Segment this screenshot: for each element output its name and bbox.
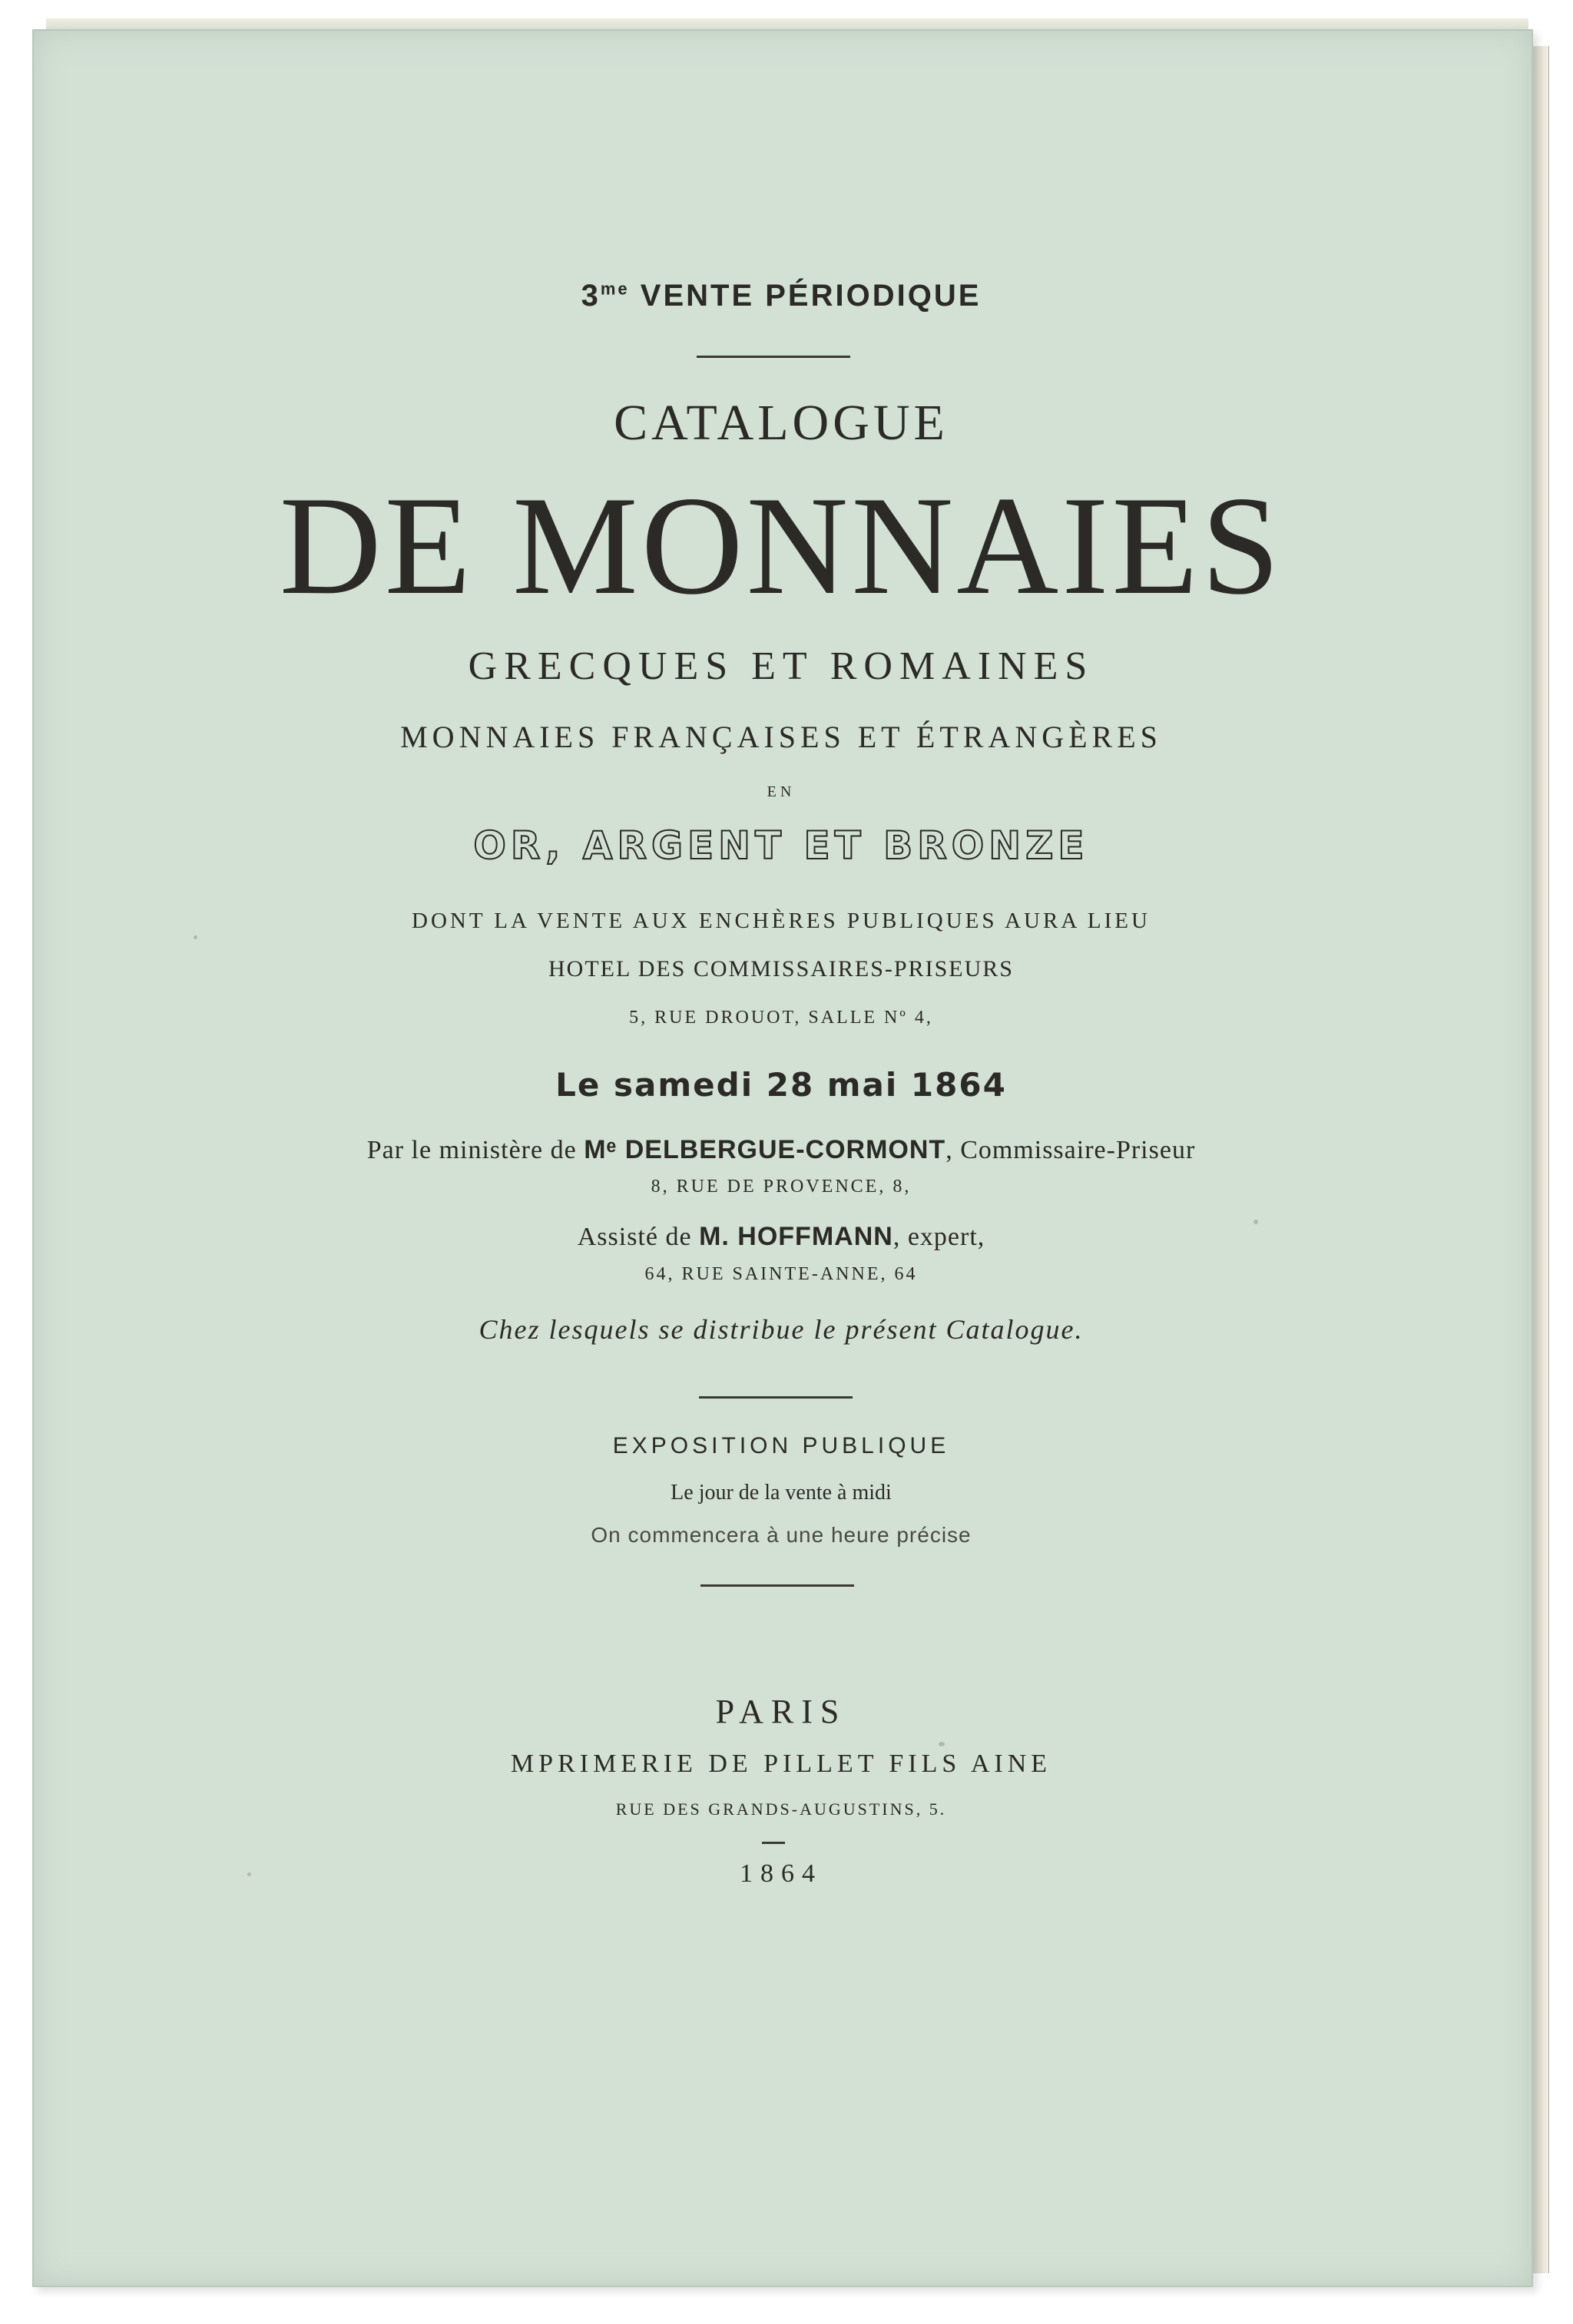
foxing-spot bbox=[247, 1872, 251, 1876]
printer-address: RUE DES GRANDS-AUGUSTINS, 5. bbox=[615, 1799, 947, 1819]
sale-date: Le samedi 28 mai 1864 bbox=[555, 1066, 1007, 1104]
metals-heading: OR, ARGENT ET BRONZE bbox=[473, 823, 1089, 868]
subtitle-french-foreign: MONNAIES FRANÇAISES ET ÉTRANGÈRES bbox=[400, 720, 1162, 754]
auctioneer-suffix: , Commissaire-Priseur bbox=[945, 1136, 1196, 1164]
subtitle-en: EN bbox=[767, 783, 796, 800]
auctioneer-line bbox=[32, 1135, 1530, 1165]
expert-line bbox=[32, 1222, 1530, 1252]
cover-text bbox=[32, 29, 1530, 2284]
series-ordinal: me bbox=[600, 279, 630, 299]
publication-year: 1864 bbox=[740, 1859, 823, 1888]
main-title: DE MONNAIES bbox=[279, 467, 1283, 624]
foxing-spot bbox=[194, 935, 197, 939]
expert-name: M. HOFFMANN bbox=[699, 1222, 893, 1251]
sale-notice: DONT LA VENTE AUX ENCHÈRES PUBLIQUES AURA LIEU bbox=[412, 909, 1151, 933]
city: PARIS bbox=[715, 1693, 847, 1730]
short-rule bbox=[762, 1842, 785, 1844]
auctioneer-name: Mᵉ DELBERGUE-CORMONT bbox=[584, 1135, 946, 1164]
subtitle-greek-roman: GRECQUES ET ROMAINES bbox=[468, 644, 1094, 688]
exposition-time: Le jour de la vente à midi bbox=[671, 1481, 892, 1505]
printer-name: MPRIMERIE DE PILLET FILS AINE bbox=[510, 1750, 1052, 1778]
foxing-spot bbox=[939, 1742, 945, 1746]
expert-prefix: Assisté de bbox=[577, 1223, 692, 1251]
start-time: On commencera à une heure précise bbox=[591, 1523, 972, 1547]
auctioneer-address: 8, RUE DE PROVENCE, 8, bbox=[651, 1177, 912, 1197]
divider-rule bbox=[699, 1396, 853, 1399]
venue-name: HOTEL DES COMMISSAIRES-PRISEURS bbox=[548, 956, 1014, 982]
divider-rule bbox=[700, 1584, 854, 1587]
series-number: 3 bbox=[581, 279, 601, 313]
expert-suffix: , expert, bbox=[892, 1223, 985, 1251]
series-heading bbox=[32, 279, 1530, 313]
auctioneer-prefix: Par le ministère de bbox=[366, 1136, 577, 1164]
venue-address: 5, RUE DROUOT, SALLE Nº 4, bbox=[629, 1008, 933, 1028]
foxing-spot bbox=[1253, 1220, 1258, 1224]
expert-address: 64, RUE SAINTE-ANNE, 64 bbox=[644, 1264, 918, 1284]
exposition-heading: EXPOSITION PUBLIQUE bbox=[612, 1433, 950, 1458]
catalogue-heading: CATALOGUE bbox=[614, 395, 949, 451]
distribution-note: Chez lesquels se distribue le présent Catalogue. bbox=[479, 1314, 1084, 1345]
divider-rule bbox=[697, 356, 850, 358]
series-title: VENTE PÉRIODIQUE bbox=[640, 279, 982, 313]
